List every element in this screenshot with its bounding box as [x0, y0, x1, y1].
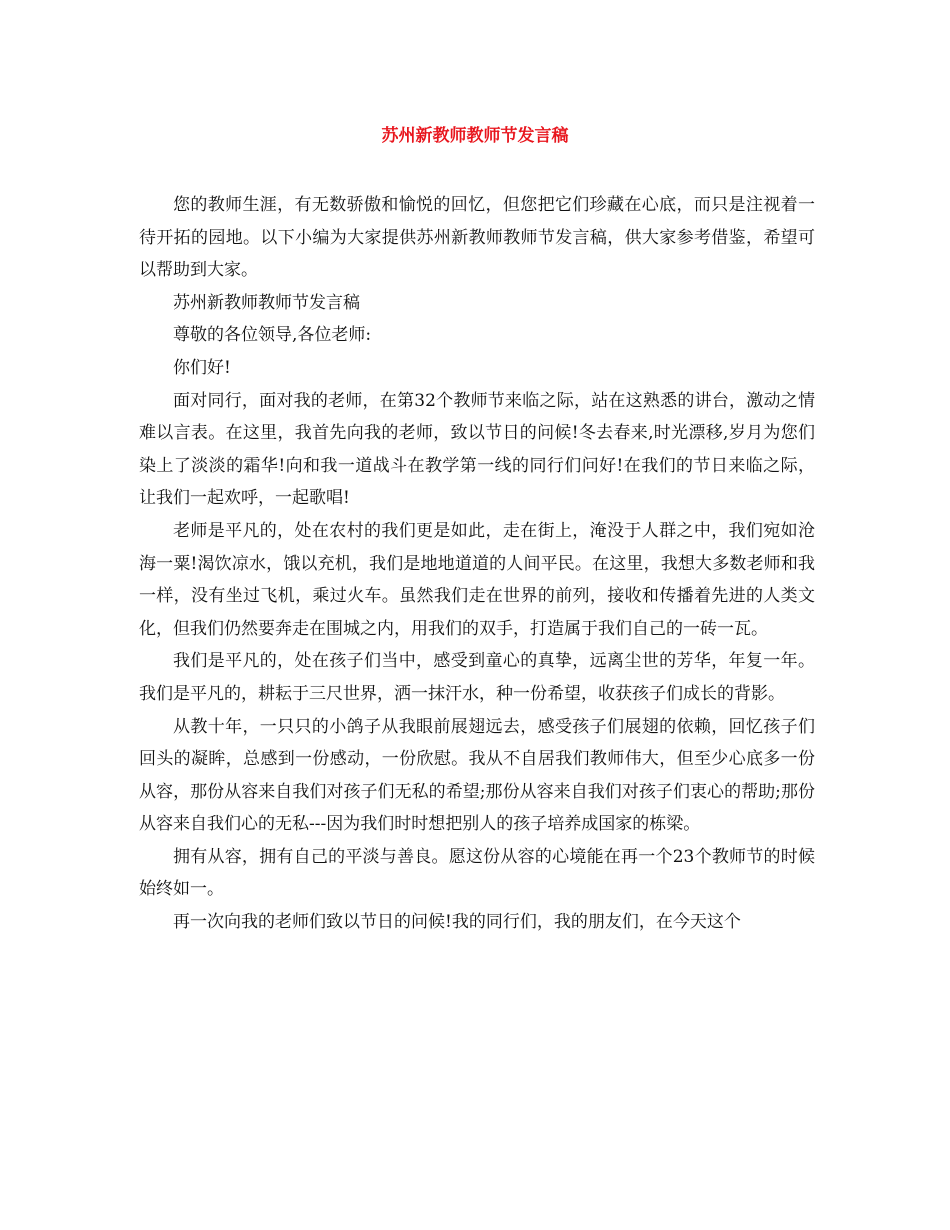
paragraph-greeting: 你们好! [173, 357, 231, 378]
paragraph-salutation: 尊敬的各位领导,各位老师: [173, 325, 372, 346]
document-body [139, 189, 815, 939]
paragraph-subtitle: 苏州新教师教师节发言稿 [173, 292, 360, 313]
paragraph-body-3: 我们是平凡的，处在孩子们当中，感受到童心的真挚，远离尘世的芳华，年复一年。我们是平凡的，耕耘于三尺世界，洒一抹汗水，种一份希望，收获孩子们成长的背影。 [139, 651, 815, 704]
paragraph-body-6: 再一次向我的老师们致以节日的问候!我的同行们，我的朋友们，在今天这个 [173, 912, 741, 933]
document-title: 苏州新教师教师节发言稿 [381, 126, 569, 146]
paragraph-intro: 您的教师生涯，有无数骄傲和愉悦的回忆，但您把它们珍藏在心底，而只是注视着一待开拓的园地。以下小编为大家提供苏州新教师教师节发言稿，供大家参考借鉴，希望可以帮助到大家。 [139, 195, 815, 281]
paragraph-body-5: 拥有从容，拥有自己的平淡与善良。愿这份从容的心境能在再一个23个教师节的时候始终如一。 [139, 846, 815, 900]
paragraph-body-2: 老师是平凡的，处在农村的我们更是如此，走在街上，淹没于人群之中，我们宛如沧海一粟!渴饮凉水，饿以充机，我们是地地道道的人间平民。在这里，我想大多数老师和我一样，没有坐过飞机，乘过火车。虽然我们走在世界的前列，接收和传播着先进的人类文化，但我们仍然要奔走在围城之内，用我们的双手，打造属于我们自己的一砖一瓦。 [139, 520, 815, 639]
paragraph-body-1: 面对同行，面对我的老师，在第32个教师节来临之际，站在这熟悉的讲台，激动之情难以言表。在这里，我首先向我的老师，致以节日的问候!冬去春来,时光漂移,岁月为您们染上了淡淡的霜华!向和我一道战斗在教学第一线的同行们问好!在我们的节日来临之际，让我们一起欢呼，一起歌唱! [139, 390, 815, 509]
paragraph-body-4: 从教十年，一只只的小鸽子从我眼前展翅远去，感受孩子们展翅的依赖，回忆孩子们回头的凝眸，总感到一份感动，一份欣慰。我从不自居我们教师伟大，但至少心底多一份从容，那份从容来自我们对孩子们无私的希望;那份从容来自我们对孩子们衷心的帮助;那份从容来自我们心的无私---因为我们时时想把别人的孩子培养成国家的栋梁。 [139, 716, 815, 835]
